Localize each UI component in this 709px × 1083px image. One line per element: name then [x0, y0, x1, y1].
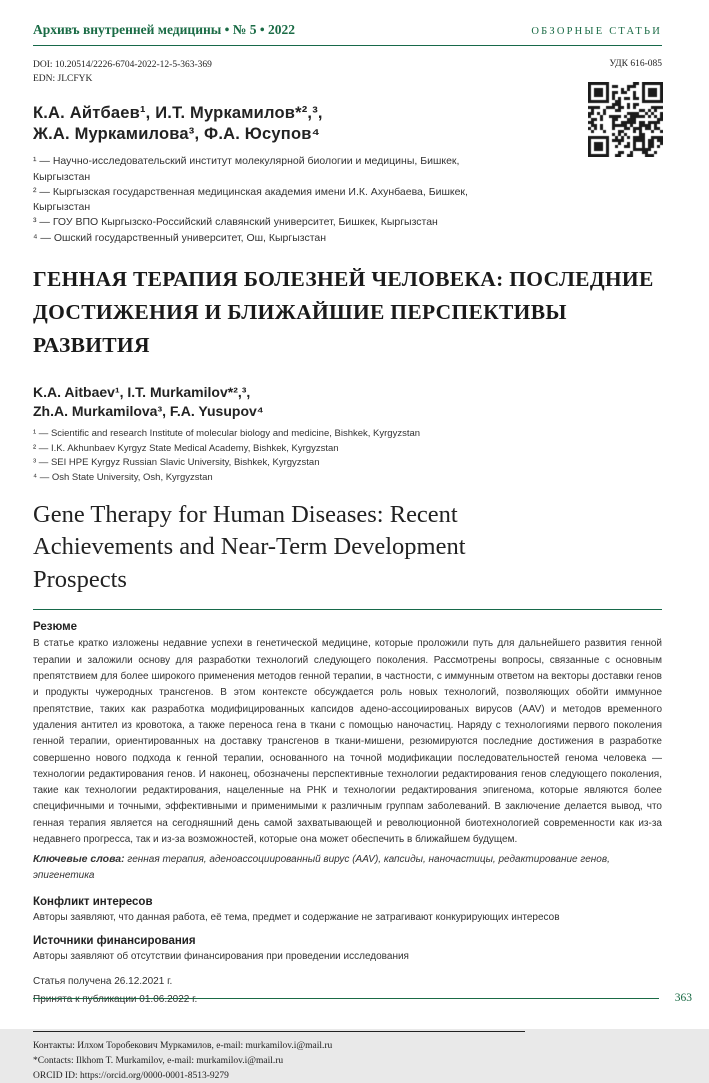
- funding-text: Авторы заявляют об отсутствии финансирования при проведении исследования: [33, 951, 409, 963]
- qr-code-image: [588, 82, 663, 157]
- authors-en: [33, 383, 513, 422]
- journal-title: Архивъ внутренней медицины • № 5 • 2022: [33, 22, 295, 37]
- doi-block: [33, 59, 212, 87]
- affiliations-en: [33, 427, 662, 486]
- accepted-date: Принята к публикации 01.06.2022 г.: [33, 994, 198, 1006]
- keywords-line: [33, 851, 662, 884]
- conflict-heading: Конфликт интересов: [33, 896, 153, 909]
- udk-text: УДК 616-085: [609, 59, 662, 69]
- affiliation-en-item: ³ — SEI HPE Kyrgyz Russian Slavic University, Bishkek, Kyrgyzstan: [33, 457, 320, 469]
- divider-rule: [33, 609, 662, 610]
- page-footer: [33, 992, 692, 1004]
- edn-text: EDN: JLCFYK: [33, 73, 93, 84]
- contact-ru: Контакты: Илхом Торобекович Муркамилов, e-mail: murkamilov.i@mail.ru: [33, 1041, 333, 1052]
- affiliation-ru-item: ² — Кыргызская государственная медицинская академия имени И.К. Ахунбаева, Бишкек, Кыргызстан: [33, 185, 468, 214]
- article-title-ru: ГЕННАЯ ТЕРАПИЯ БОЛЕЗНЕЙ ЧЕЛОВЕКА: ПОСЛЕДНИЕ ДОСТИЖЕНИЯ И БЛИЖАЙШИЕ ПЕРСПЕКТИВЫ РАЗВИТИЯ: [33, 266, 654, 358]
- page-number: 363: [674, 992, 692, 1004]
- keywords-label: Ключевые слова:: [33, 853, 125, 866]
- orcid-id: ORCID ID: https://orcid.org/0000-0001-8513-9279: [33, 1070, 229, 1081]
- authors-ru: [33, 103, 513, 146]
- affiliation-en-item: ⁴ — Osh State University, Osh, Kyrgyzstan: [33, 472, 213, 483]
- affiliation-ru-item: ¹ — Научно-исследовательский институт молекулярной биологии и медицины, Бишкек, Кыргызстан: [33, 155, 460, 183]
- section-label: ОБЗОРНЫЕ СТАТЬИ: [531, 26, 662, 37]
- funding-heading: Источники финансирования: [33, 935, 196, 948]
- affiliations-ru: [33, 154, 473, 245]
- qr-code: [588, 82, 663, 157]
- contact-en: *Contacts: Ilkhom T. Murkamilov, e-mail: murkamilov.i@mail.ru: [33, 1056, 284, 1067]
- abstract-heading: Резюме: [33, 621, 78, 634]
- article-meta: [33, 59, 662, 87]
- doi-text: DOI: 10.20514/2226-6704-2022-12-5-363-369: [33, 60, 212, 70]
- footer-rule: [33, 998, 659, 999]
- journal-header: [33, 22, 662, 46]
- abstract-text: В статье кратко изложены недавние успехи в генетической медицине, которые проложили путь для дальнейшего развития генной терапии и заложили основу для разработки технологий следующего поколения. Рассмотрены вопросы, связанные с основным препятствием для более широкого применения методов генной терапии, в частности, с иммунным ответом на векторы доставки генов и продукты чужеродных трансгенов. В этом контексте обсуждается роль новых технологий, позволяющих обойти иммунное препятствие, таких как разработка модифицированных капсидов адено-ассоциированых вирусов (AAV) и методов временного удаления антител из кровотока, а также переноса гена в ткани с помощью наночастиц. Наряду с технологиями первого поколения генной терапии, ориентированных на доставку трансгенов в ткани-мишени, резюмируются последние достижения в разработке совершенно нового подхода к генной терапии, основанного на точной модификации последовательностей генома человека — технологии редактирования генов. И наконец, обозначены перспективные технологии редактирования генов следующего поколения, такие как технологии редактирования, нацеленные на РНК и технологии редактирования эпигенома, которые являются более специфичными и точными, эффективными и применимыми к различным группам заболеваний. В заключение делается вывод, что генная терапия является на сегодняшний день самой захватывающей и революционной биотехнологией современности как из-за недавнего прогресса, так и из-за возможностей, которые она может обеспечить в ближайшем будущем.: [33, 638, 662, 846]
- authors-en-line1: K.A. Aitbaev¹, I.T. Murkamilov*²,³,: [33, 383, 251, 400]
- affiliation-ru-item: ⁴ — Ошский государственный университет, Ош, Кыргызстан: [33, 231, 327, 244]
- affiliation-en-item: ¹ — Scientific and research Institute of molecular biology and medicine, Bishkek, Kyrgyzstan: [33, 427, 421, 439]
- authors-en-line2: Zh.A. Murkamilova³, F.A. Yusupov⁴: [33, 403, 264, 420]
- conflict-text: Авторы заявляют, что данная работа, её тема, предмет и содержание не затрагивают конкурирующих интересов: [33, 912, 560, 924]
- contacts-divider: [33, 1031, 525, 1032]
- contacts-block: [33, 1039, 662, 1083]
- authors-ru-line1: К.А. Айтбаев¹, И.Т. Муркамилов*²,³,: [33, 103, 323, 122]
- received-date: Статья получена 26.12.2021 г.: [33, 976, 173, 988]
- authors-ru-line2: Ж.А. Муркамилова³, Ф.А. Юсупов⁴: [33, 124, 320, 143]
- keywords-text: генная терапия, аденоассоциированный вирус (AAV), капсиды, наночастицы, редактирование генов, эпигенетика: [33, 854, 610, 882]
- article-title-en: Gene Therapy for Human Diseases: Recent Achievements and Near-Term Development Prospects: [33, 500, 466, 593]
- affiliation-ru-item: ³ — ГОУ ВПО Кыргызско-Российский славянский университет, Бишкек, Кыргызстан: [33, 216, 438, 229]
- affiliation-en-item: ² — I.K. Akhunbaev Kyrgyz State Medical Academy, Bishkek, Kyrgyzstan: [33, 442, 339, 454]
